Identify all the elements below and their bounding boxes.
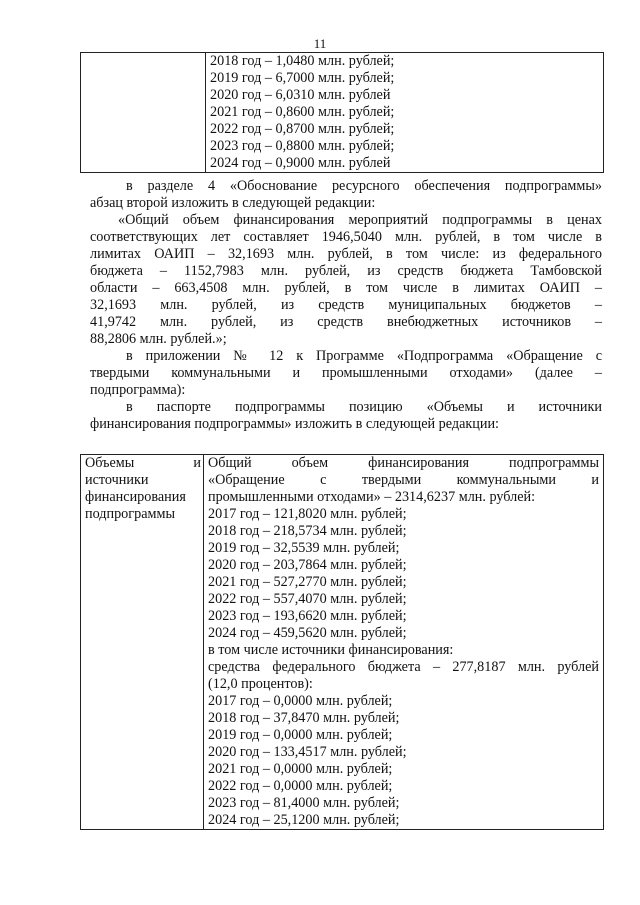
text-line: в паспорте подпрограммы позицию «Объемы и источники (126, 399, 602, 415)
year-row: 2020 год – 6,0310 млн. рублей (210, 87, 391, 103)
text-line: соответствующих лет составляет 1946,5040 млн. рублей, в том числе в (90, 229, 602, 245)
text-line: лимитах ОАИП – 32,1693 млн. рублей, в том числе: из федерального (90, 246, 602, 262)
year-row: 2019 год – 32,5539 млн. рублей; (208, 540, 400, 556)
year-row: 2023 год – 81,4000 млн. рублей; (208, 795, 400, 811)
text-line: в разделе 4 «Обоснование ресурсного обеспечения подпрограммы» (126, 178, 602, 194)
text-line: абзац второй изложить в следующей редакции: (90, 195, 376, 211)
year-row: 2019 год – 0,0000 млн. рублей; (208, 727, 393, 743)
year-row: 2020 год – 133,4517 млн. рублей; (208, 744, 407, 760)
year-row: 2023 год – 0,8800 млн. рублей; (210, 138, 395, 154)
year-row: 2019 год – 6,7000 млн. рублей; (210, 70, 395, 86)
table-row (81, 455, 604, 830)
body-text (90, 178, 602, 433)
intro-line: промышленными отходами» – 2314,6237 млн. рублей: (208, 489, 536, 505)
year-row: 2021 год – 0,0000 млн. рублей; (208, 761, 393, 777)
paragraph-appendix-12 (90, 348, 602, 399)
year-row: 2024 год – 0,9000 млн. рублей (210, 155, 391, 171)
year-row: 2022 год – 0,8700 млн. рублей; (210, 121, 395, 137)
year-row: 2018 год – 1,0480 млн. рублей; (210, 53, 395, 69)
federal-budget-line: средства федерального бюджета – 277,8187 млн. рублей (208, 659, 599, 675)
paragraph-quote (90, 212, 602, 348)
label-line: финансирования (85, 489, 186, 505)
funding-details-cell (204, 455, 604, 830)
text-line: финансирования подпрограммы» изложить в следующей редакции: (90, 416, 499, 432)
year-row: 2021 год – 527,2770 млн. рублей; (208, 574, 407, 590)
year-row: 2024 год – 459,5620 млн. рублей; (208, 625, 407, 641)
intro-line: Общий объем финансирования подпрограммы (208, 455, 599, 471)
table-row (81, 53, 604, 173)
text-line: 88,2806 млн. рублей.»; (90, 331, 227, 347)
text-line: 32,1693 млн. рублей, из средств муниципальных бюджетов – (90, 297, 602, 313)
intro-line: «Обращение с твердыми коммунальными и (208, 472, 599, 488)
year-row: 2023 год – 193,6620 млн. рублей; (208, 608, 407, 624)
text-line: области – 663,4508 млн. рублей, в том числе в лимитах ОАИП – (90, 280, 602, 296)
position-label-cell (81, 455, 204, 830)
label-line: Объемы и (85, 455, 201, 471)
text-line: 41,9742 млн. рублей, из средств внебюджетных источников – (90, 314, 602, 330)
year-row: 2018 год – 37,8470 млн. рублей; (208, 710, 400, 726)
funding-years-cell (206, 53, 604, 173)
year-row: 2018 год – 218,5734 млн. рублей; (208, 523, 407, 539)
year-row: 2022 год – 0,0000 млн. рублей; (208, 778, 393, 794)
paragraph-passport (90, 399, 602, 433)
label-line: подпрограммы (85, 506, 175, 522)
passport-funding-table (80, 454, 604, 830)
sources-heading: в том числе источники финансирования: (208, 642, 454, 658)
text-line: «Общий объем финансирования мероприятий подпрограммы в ценах (118, 212, 602, 228)
empty-label-cell (81, 53, 206, 173)
text-line: бюджета – 1152,7983 млн. рублей, из средств бюджета Тамбовской (90, 263, 602, 279)
year-row: 2020 год – 203,7864 млн. рублей; (208, 557, 407, 573)
year-row: 2024 год – 25,1200 млн. рублей; (208, 812, 400, 828)
year-row: 2022 год – 557,4070 млн. рублей; (208, 591, 407, 607)
text-line: твердыми коммунальными и промышленными отходами» (далее – (90, 365, 602, 381)
text-line: подпрограмма): (90, 382, 186, 398)
page-number: 11 (313, 36, 327, 51)
paragraph-section-4 (90, 178, 602, 212)
text-line: в приложении № 12 к Программе «Подпрограмма «Обращение с (126, 348, 602, 364)
year-row: 2021 год – 0,8600 млн. рублей; (210, 104, 395, 120)
top-funding-table (80, 52, 604, 173)
year-row: 2017 год – 121,8020 млн. рублей; (208, 506, 407, 522)
federal-budget-line: (12,0 процентов): (208, 676, 313, 692)
year-row: 2017 год – 0,0000 млн. рублей; (208, 693, 393, 709)
label-line: источники (85, 472, 149, 488)
